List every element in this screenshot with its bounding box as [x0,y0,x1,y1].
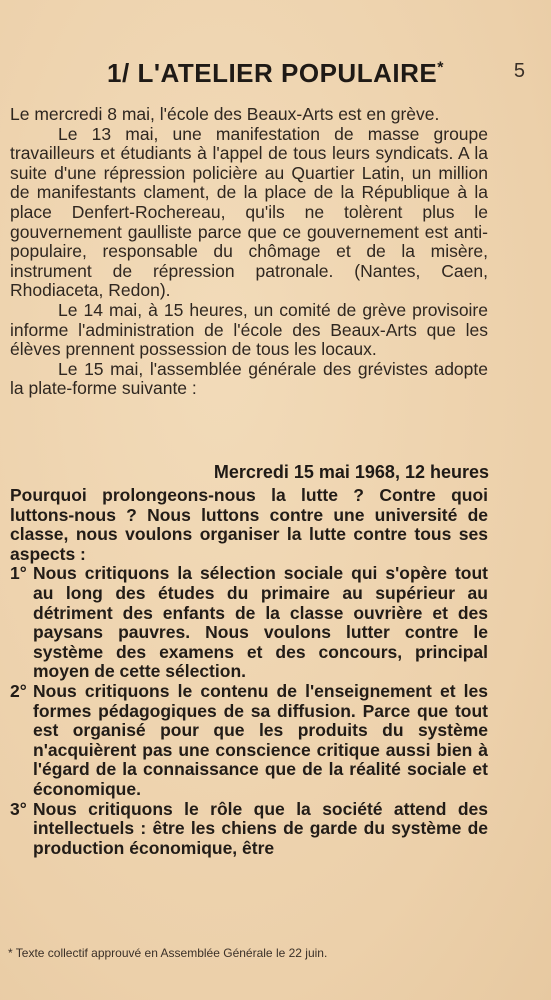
paragraph: Le mercredi 8 mai, l'école des Beaux-Arts est en grève. [10,104,440,124]
manifesto-item [10,564,488,682]
manifesto-item [10,682,488,800]
paragraph: Le 13 mai, une manifestation de masse groupe travailleurs et étudiants à l'appel de tous leurs syndicats. A la suite d'une répression policière au Quartier Latin, un million de manifestants clament, de la place de la République à la place Denfert-Rochereau, qu'ils ne tolèrent plus le gouvernement gaulliste parce que ce gouvernement est anti-populaire, responsable du chômage et de la misère, instrument de répression patronale. (Nantes, Caen, Rhodiaceta, Redon). [10,123,488,301]
item-text: Nous critiquons le rôle que la société attend des intellectuels : être les chiens de garde du système de production économique, être [33,798,488,858]
manifesto-intro: Pourquoi prolongeons-nous la lutte ? Contre quoi luttons-nous ? Nous luttons contre une université de classe, nous voulons organiser la lutte contre tous ses aspects : [10,485,488,564]
chapter-title [0,58,551,89]
item-text: Nous critiquons le contenu de l'enseignement et les formes pédagogiques de sa diffusion. Parce que tout est organisé pour que les produits du système n'acquièrent pas une conscience critique aussi bien à l'égard de la connaissance que de la réalité sociale et économique. [33,680,488,799]
paragraph: Le 15 mai, l'assemblée générale des grévistes adopte la plate-forme suivante : [10,358,488,399]
manifesto-heading: Mercredi 15 mai 1968, 12 heures [213,462,489,482]
chapter-title-text: 1/ L'ATELIER POPULAIRE [107,58,438,88]
page-number: 5 [513,60,525,82]
manifesto-item [10,800,488,859]
paragraph: Le 14 mai, à 15 heures, un comité de grève provisoire informe l'administration de l'école des Beaux-Arts que les élèves prennent possession de tous les locaux. [10,299,488,360]
item-number: 1° [10,563,27,584]
item-number: 3° [10,798,27,819]
manifesto-text [10,486,488,858]
narrative-text [10,105,488,399]
item-text: Nous critiquons la sélection sociale qui s'opère tout au long des études du primaire au supérieur au détriment des enfants de la classe ouvrière et des paysans pauvres. Nous voulons lutter contre le système des examens et des concours, principal moyen de cette sélection. [33,563,488,682]
item-number: 2° [10,680,27,701]
footnote-marker: * [437,59,444,77]
footnote: * Texte collectif approuvé en Assemblée Générale le 22 juin. [8,946,328,960]
